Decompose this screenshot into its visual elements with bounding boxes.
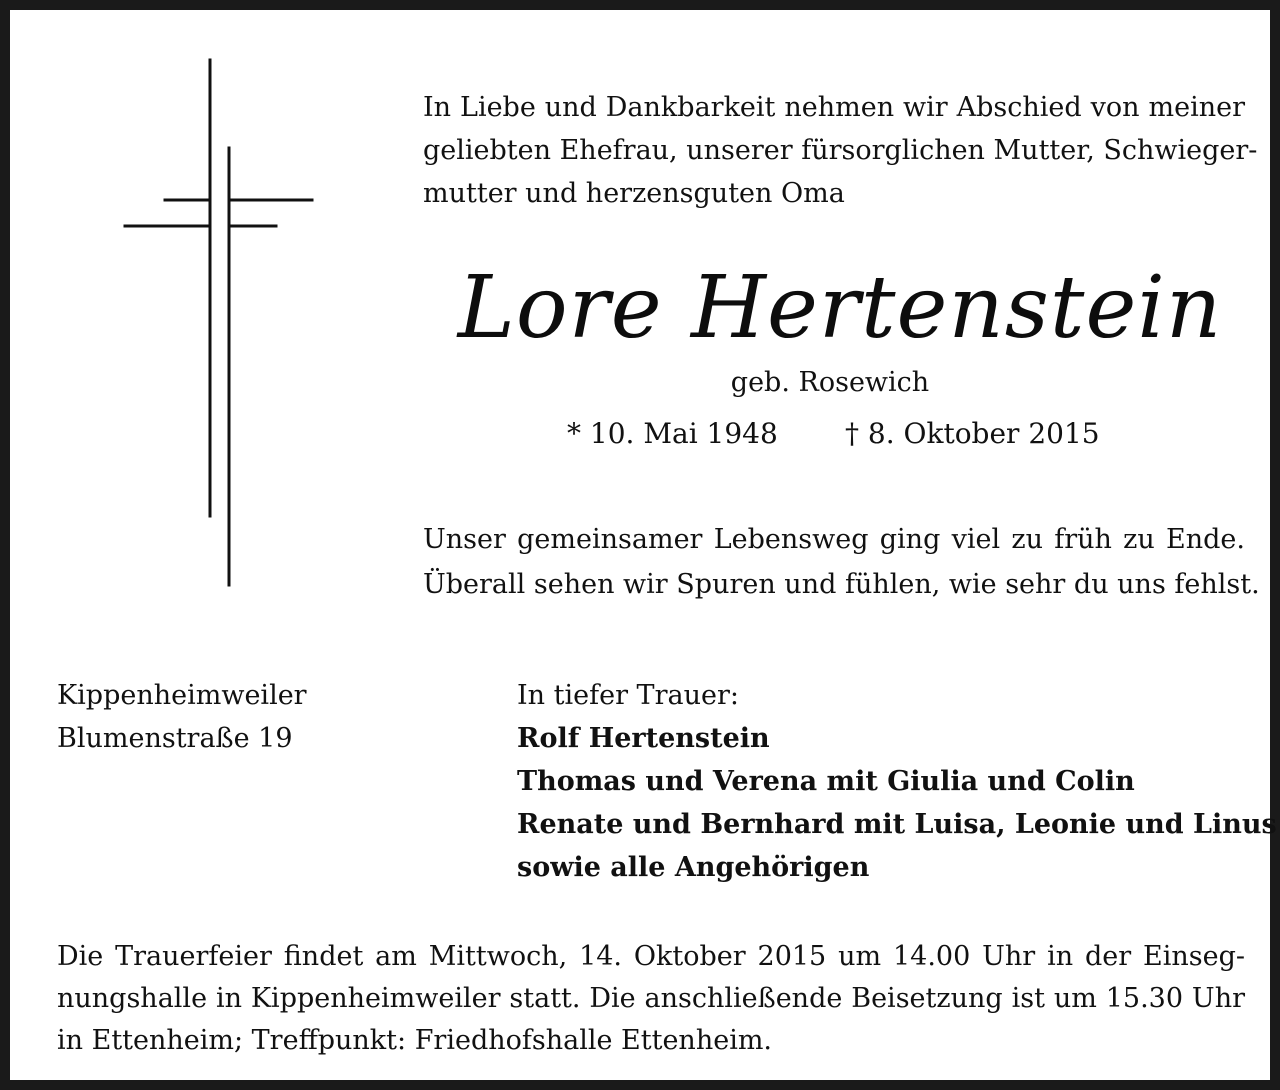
intro-line-3: mutter und herzensguten Oma [423, 178, 845, 209]
maiden-name: geb. Rosewich [730, 367, 930, 398]
cross-icon [110, 50, 330, 610]
mourner-name: Thomas und Verena mit Giulia und Colin [517, 766, 1135, 797]
quote-line-1: Unser gemeinsamer Lebensweg ging viel zu früh zu Ende. [423, 524, 1245, 555]
birth-date: * 10. Mai 1948 [567, 417, 778, 450]
mourners-block [517, 674, 1277, 889]
mourner-name: Rolf Hertenstein [517, 723, 770, 754]
mourning-lead: In tiefer Trauer: [517, 680, 739, 711]
intro-text [423, 86, 1258, 215]
address-town: Kippenheimweiler [57, 680, 307, 711]
address-street: Blumenstraße 19 [57, 723, 293, 754]
intro-line-1: In Liebe und Dankbarkeit nehmen wir Abschied von meiner [423, 92, 1245, 123]
intro-line-2: geliebten Ehefrau, unserer fürsorglichen Mutter, Schwieger- [423, 135, 1258, 166]
deceased-name: Lore Hertenstein [457, 258, 1223, 358]
quote-line-2: Überall sehen wir Spuren und fühlen, wie sehr du uns fehlst. [423, 569, 1260, 600]
remembrance-quote [423, 517, 1260, 607]
address-block [57, 674, 377, 760]
mourner-name: Renate und Bernhard mit Luisa, Leonie und Linus [517, 809, 1277, 840]
mourner-name: sowie alle Angehörigen [517, 852, 870, 883]
funeral-service-info [57, 936, 1245, 1062]
service-line-1: Die Trauerfeier findet am Mittwoch, 14. Oktober 2015 um 14.00 Uhr in der Einseg- [57, 941, 1245, 972]
death-date: † 8. Oktober 2015 [845, 417, 1100, 450]
service-line-3: in Ettenheim; Treffpunkt: Friedhofshalle Ettenheim. [57, 1025, 773, 1056]
service-line-2: nungshalle in Kippenheimweiler statt. Die anschließende Beisetzung ist um 15.30 Uhr [57, 983, 1245, 1014]
